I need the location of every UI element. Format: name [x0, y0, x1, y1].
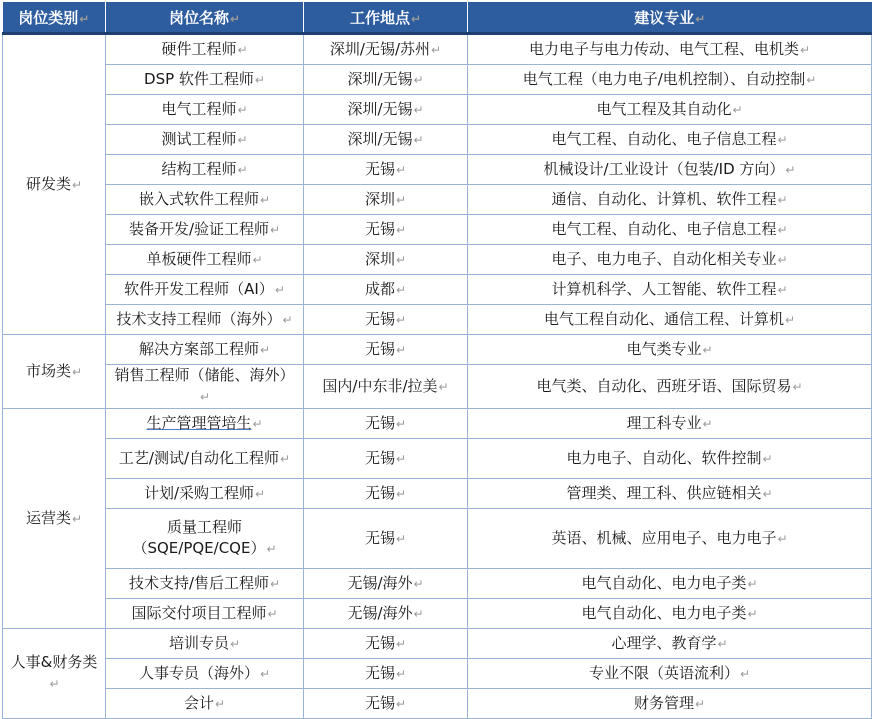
category-cell-marketing: 市场类↵ [3, 335, 106, 409]
location-cell: 无锡↵ [304, 629, 468, 659]
table-row [3, 275, 872, 305]
header-row [3, 2, 872, 34]
major-cell: 电气工程、自动化、电子信息工程↵ [468, 215, 872, 245]
table-row [3, 509, 872, 569]
location-cell: 无锡↵ [304, 509, 468, 569]
table-row [3, 599, 872, 629]
major-cell: 电力电子与电力传动、电气工程、电机类↵ [468, 34, 872, 65]
title-cell: 质量工程师 （SQE/PQE/CQE）↵ [106, 509, 304, 569]
title-cell: 装备开发/验证工程师↵ [106, 215, 304, 245]
location-cell: 深圳↵ [304, 245, 468, 275]
location-cell: 无锡↵ [304, 215, 468, 245]
title-cell: 单板硬件工程师↵ [106, 245, 304, 275]
location-cell: 无锡/海外↵ [304, 569, 468, 599]
title-cell: 嵌入式软件工程师↵ [106, 185, 304, 215]
title-cell: 生产管理管培生↵ [106, 409, 304, 439]
location-cell: 深圳↵ [304, 185, 468, 215]
major-cell: 财务管理↵ [468, 689, 872, 719]
location-cell: 国内/中东非/拉美↵ [304, 365, 468, 409]
title-cell: 人事专员（海外）↵ [106, 659, 304, 689]
title-cell: 硬件工程师↵ [106, 34, 304, 65]
table-row [3, 629, 872, 659]
major-cell: 电气工程、自动化、电子信息工程↵ [468, 125, 872, 155]
title-cell: 解决方案部工程师↵ [106, 335, 304, 365]
major-cell: 电气类专业↵ [468, 335, 872, 365]
major-cell: 心理学、教育学↵ [468, 629, 872, 659]
major-cell: 电力电子、自动化、软件控制↵ [468, 439, 872, 479]
major-cell: 通信、自动化、计算机、软件工程↵ [468, 185, 872, 215]
location-cell: 无锡↵ [304, 439, 468, 479]
table-row [3, 215, 872, 245]
table-row [3, 125, 872, 155]
major-cell: 计算机科学、人工智能、软件工程↵ [468, 275, 872, 305]
table-row [3, 439, 872, 479]
category-cell-hr-finance: 人事&财务类↵ [3, 629, 106, 719]
title-cell: 技术支持工程师（海外）↵ [106, 305, 304, 335]
location-cell: 无锡↵ [304, 305, 468, 335]
title-cell: 销售工程师（储能、海外）↵ [106, 365, 304, 409]
title-cell: 会计↵ [106, 689, 304, 719]
title-cell: DSP 软件工程师↵ [106, 65, 304, 95]
table-row [3, 95, 872, 125]
location-cell: 无锡/海外↵ [304, 599, 468, 629]
table-row [3, 155, 872, 185]
title-cell: 国际交付项目工程师↵ [106, 599, 304, 629]
location-cell: 无锡↵ [304, 335, 468, 365]
title-cell: 测试工程师↵ [106, 125, 304, 155]
location-cell: 深圳/无锡↵ [304, 125, 468, 155]
category-cell-rd: 研发类↵ [3, 34, 106, 335]
title-cell: 技术支持/售后工程师↵ [106, 569, 304, 599]
location-cell: 无锡↵ [304, 659, 468, 689]
header-location: 工作地点↵ [304, 2, 468, 34]
table-row [3, 245, 872, 275]
table-row [3, 479, 872, 509]
table-row [3, 65, 872, 95]
location-cell: 深圳/无锡↵ [304, 65, 468, 95]
title-cell: 计划/采购工程师↵ [106, 479, 304, 509]
location-cell: 无锡↵ [304, 155, 468, 185]
job-positions-table [2, 2, 872, 719]
table-row [3, 305, 872, 335]
table-row [3, 335, 872, 365]
major-cell: 机械设计/工业设计（包装/ID 方向）↵ [468, 155, 872, 185]
title-cell: 电气工程师↵ [106, 95, 304, 125]
location-cell: 深圳/无锡/苏州↵ [304, 34, 468, 65]
table-row [3, 185, 872, 215]
major-cell: 电气工程及其自动化↵ [468, 95, 872, 125]
major-cell: 专业不限（英语流利）↵ [468, 659, 872, 689]
table-row [3, 34, 872, 65]
title-cell: 培训专员↵ [106, 629, 304, 659]
location-cell: 成都↵ [304, 275, 468, 305]
major-cell: 电气类、自动化、西班牙语、国际贸易↵ [468, 365, 872, 409]
location-cell: 无锡↵ [304, 689, 468, 719]
table-body [3, 34, 872, 719]
table-row [3, 409, 872, 439]
major-cell: 电气自动化、电力电子类↵ [468, 569, 872, 599]
major-cell: 电气工程（电力电子/电机控制）、自动控制↵ [468, 65, 872, 95]
major-cell: 电气工程自动化、通信工程、计算机↵ [468, 305, 872, 335]
title-cell: 结构工程师↵ [106, 155, 304, 185]
major-cell: 管理类、理工科、供应链相关↵ [468, 479, 872, 509]
category-cell-operations: 运营类↵ [3, 409, 106, 629]
header-title: 岗位名称↵ [106, 2, 304, 34]
table-row [3, 365, 872, 409]
header-major: 建议专业↵ [468, 2, 872, 34]
location-cell: 无锡↵ [304, 479, 468, 509]
title-cell: 软件开发工程师（AI）↵ [106, 275, 304, 305]
location-cell: 无锡↵ [304, 409, 468, 439]
table-row [3, 689, 872, 719]
major-cell: 理工科专业↵ [468, 409, 872, 439]
title-cell: 工艺/测试/自动化工程师↵ [106, 439, 304, 479]
location-cell: 深圳/无锡↵ [304, 95, 468, 125]
header-category: 岗位类别↵ [3, 2, 106, 34]
major-cell: 电气自动化、电力电子类↵ [468, 599, 872, 629]
table-row [3, 569, 872, 599]
major-cell: 英语、机械、应用电子、电力电子↵ [468, 509, 872, 569]
table-row [3, 659, 872, 689]
major-cell: 电子、电力电子、自动化相关专业↵ [468, 245, 872, 275]
